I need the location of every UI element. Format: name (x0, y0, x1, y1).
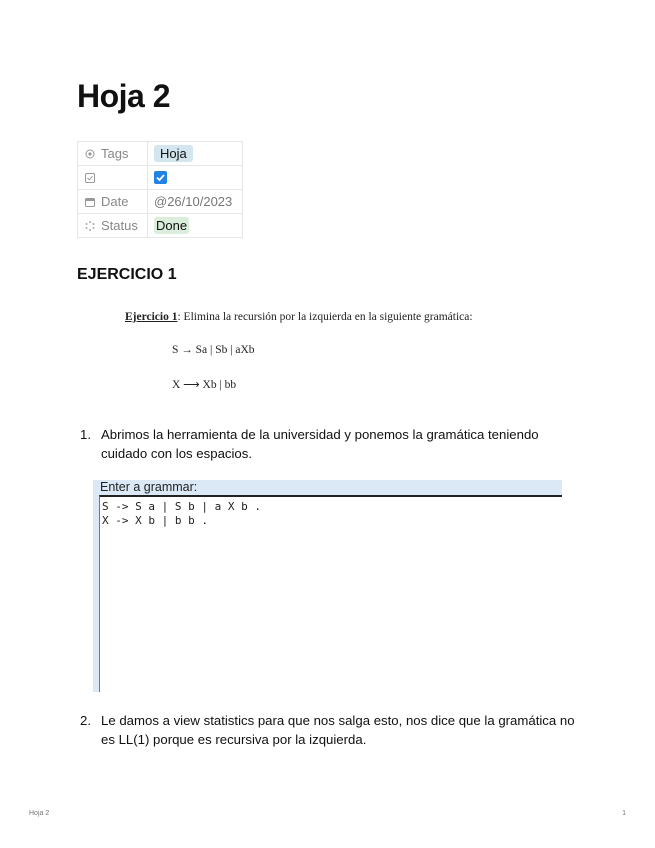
grammar-textarea[interactable] (99, 495, 562, 692)
property-key-label: Date (101, 194, 129, 209)
property-value[interactable] (148, 214, 243, 238)
page-title: Hoja 2 (77, 78, 171, 114)
property-key (78, 166, 148, 190)
property-row-status (78, 214, 243, 238)
list-number: 1. (80, 427, 91, 442)
exercise-title: Ejercicio 1 (125, 311, 178, 323)
calendar-icon (85, 197, 95, 207)
properties-table (77, 141, 243, 238)
grammar-production-s: S → Sa | Sb | aXb (172, 344, 255, 356)
exercise-statement (125, 311, 473, 323)
page-number: 1 (622, 810, 626, 817)
checkbox-checked[interactable] (154, 171, 167, 184)
property-value[interactable] (148, 166, 243, 190)
grammar-production-x: X ⟶ Xb | bb (172, 379, 237, 391)
property-value[interactable]: @26/10/2023 (148, 190, 243, 214)
property-key (78, 214, 148, 238)
property-row-tags (78, 142, 243, 166)
grammar-line: S -> S a | S b | a X b . (102, 500, 261, 513)
property-key-label: Status (101, 218, 138, 233)
grammar-line: X -> X b | b b . (102, 514, 208, 527)
property-key (78, 142, 148, 166)
property-value[interactable] (148, 142, 243, 166)
tag-icon (85, 149, 95, 159)
grammar-tool-screenshot (93, 480, 562, 692)
property-row-date (78, 190, 243, 214)
status-icon (85, 221, 95, 231)
list-text: Le damos a view statistics para que nos salga esto, nos dice que la gramática no es LL(1) porque es recursiva por la izquierda. (101, 713, 575, 747)
section-heading: EJERCICIO 1 (77, 266, 177, 283)
checkbox-icon (85, 173, 95, 183)
list-number: 2. (80, 713, 91, 728)
property-key (78, 190, 148, 214)
property-key-label: Tags (101, 146, 129, 161)
tag-badge: Hoja (154, 145, 193, 162)
exercise-text: : Elimina la recursión por la izquierda en la siguiente gramática: (177, 311, 473, 323)
grammar-label: Enter a grammar: (100, 480, 198, 494)
list-text: Abrimos la herramienta de la universidad y ponemos la gramática teniendo cuidado con los espacios. (101, 427, 539, 461)
footer-title: Hoja 2 (29, 810, 50, 817)
property-row-checkbox (78, 166, 243, 190)
check-icon (155, 172, 166, 183)
status-badge: Done (156, 218, 188, 233)
